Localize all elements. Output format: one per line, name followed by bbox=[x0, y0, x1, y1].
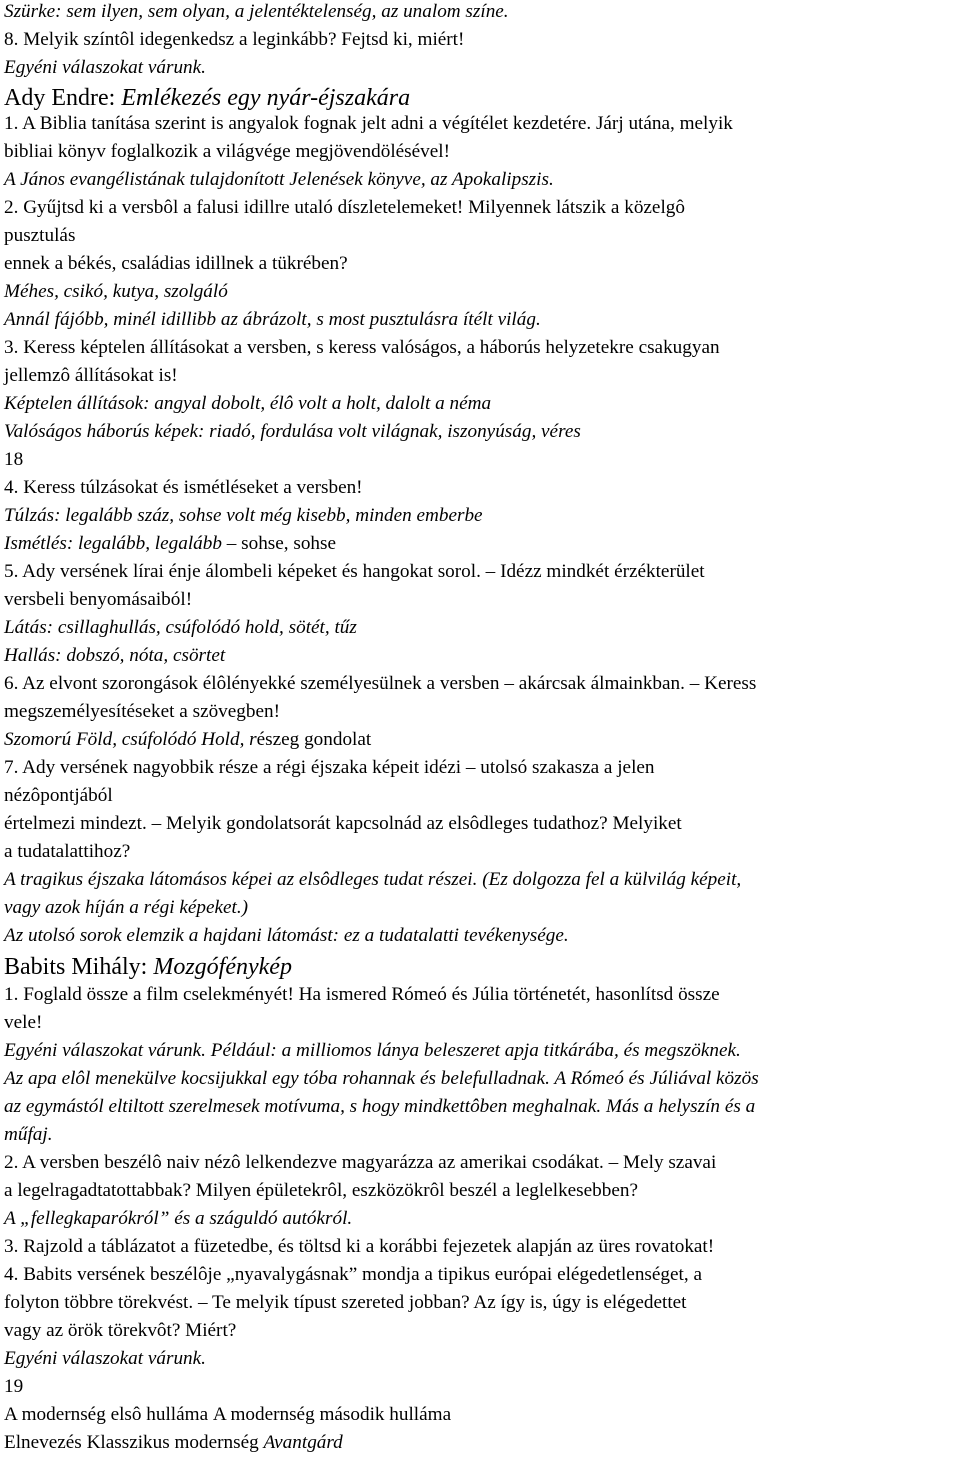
text-line bbox=[4, 0, 509, 24]
text-line bbox=[4, 1095, 755, 1119]
text: 2. A versben beszélô naiv nézô lelkendezve magyarázza az amerikai csodákat. – Mely szavai bbox=[4, 1152, 717, 1173]
text-line bbox=[4, 896, 248, 920]
text: 3. Rajzold a táblázatot a füzetedbe, és töltsd ki a korábbi fejezetek alapján az üres rovatokat! bbox=[4, 1236, 715, 1257]
italic-text: Szomorú Föld, csúfolódó Hold, r bbox=[4, 729, 257, 750]
italic-text: A „fellegkaparókról” és a száguldó autókról. bbox=[4, 1208, 353, 1229]
text-line bbox=[4, 336, 720, 360]
italic-text: Egyéni válaszokat várunk. bbox=[4, 1348, 206, 1369]
italic-text: A János evangélistának tulajdonított Jelenések könyve, az Apokalipszis. bbox=[4, 169, 554, 190]
text-line bbox=[4, 840, 130, 864]
text: A modernség elsô hullámа A modernség második hullámа bbox=[4, 1404, 452, 1425]
text-line bbox=[4, 588, 192, 612]
text-line bbox=[4, 1347, 206, 1371]
italic-text: Ismétlés: legalább, legalább bbox=[4, 533, 222, 554]
text: – sohse, sohse bbox=[221, 533, 337, 554]
text: vagy az örök törekvôt? Miért? bbox=[4, 1320, 237, 1341]
italic-text: vagy azok híján a régi képeket.) bbox=[4, 897, 249, 918]
text: 19 bbox=[4, 1376, 24, 1397]
text-line bbox=[4, 1319, 236, 1343]
text-line bbox=[4, 812, 682, 836]
text: értelmezi mindezt. – Melyik gondolatsorát kapcsolnád az elsôdleges tudathoz? Melyiket bbox=[4, 813, 682, 834]
text-line bbox=[4, 392, 491, 416]
text-line bbox=[4, 56, 206, 80]
italic-text: Méhes, csikó, kutya, szolgáló bbox=[4, 281, 228, 302]
text-line bbox=[4, 1375, 23, 1399]
italic-text: Az utolsó sorok elemzik a hajdani látomást: ez a tudatalatti tevékenysége. bbox=[4, 925, 569, 946]
text: bibliai könyv foglalkozik a világvége megjövendölésével! bbox=[4, 141, 450, 162]
text: vele! bbox=[4, 1012, 43, 1033]
text-line bbox=[4, 252, 348, 276]
text: 8. Melyik színtôl idegenkedsz a leginkább? Fejtsd ki, miért! bbox=[4, 29, 465, 50]
section-heading bbox=[4, 952, 292, 982]
italic-text: Valóságos háborús képek: riadó, fordulása volt világnak, iszonyúság, véres bbox=[4, 421, 581, 442]
text-line bbox=[4, 448, 23, 472]
text: ennek a békés, családias idillnek a tükrében? bbox=[4, 253, 348, 274]
text-line bbox=[4, 168, 554, 192]
text-line bbox=[4, 196, 685, 220]
text-line bbox=[4, 700, 280, 724]
italic-text: Szürke: sem ilyen, sem olyan, a jelentéktelenség, az unalom színe. bbox=[4, 1, 509, 22]
text-line bbox=[4, 28, 464, 52]
text: a tudatalattihoz? bbox=[4, 841, 131, 862]
text: 1. A Biblia tanítása szerint is angyalok fognak jelt adni a végítélet kezdetére. Járj utána, melyik bbox=[4, 113, 733, 134]
text: jellemzô állításokat is! bbox=[4, 365, 178, 386]
text: Elnevezés Klasszikus modernség bbox=[4, 1432, 264, 1453]
italic-text: az egymástól eltiltott szerelmesek motívuma, s hogy mindkettôben meghalnak. Más a helyszín és a bbox=[4, 1096, 756, 1117]
text-line bbox=[4, 1039, 741, 1063]
section-heading bbox=[4, 83, 410, 113]
text: Ady Endre: bbox=[4, 85, 122, 111]
italic-text: Avantgárd bbox=[263, 1432, 343, 1453]
italic-text: Hallás: dobszó, nóta, csörtet bbox=[4, 645, 226, 666]
italic-text: Mozgófénykép bbox=[153, 954, 292, 980]
text: 2. Gyűjtsd ki a versbôl a falusi idillre utaló díszletelemeket! Milyennek látszik a közelgô bbox=[4, 197, 685, 218]
text-line bbox=[4, 728, 371, 752]
text: a legelragadtatottabbak? Milyen épületekrôl, eszközökrôl beszél a leglelkesebben? bbox=[4, 1180, 638, 1201]
text: versbeli benyomásaiból! bbox=[4, 589, 193, 610]
text-line bbox=[4, 532, 336, 556]
italic-text: A tragikus éjszaka látomásos képei az elsôdleges tudat részei. (Ez dolgozza fel a külvilág képeit, bbox=[4, 869, 742, 890]
italic-text: Túlzás: legalább száz, sohse volt még kisebb, minden emberbe bbox=[4, 505, 483, 526]
text: folyton többre törekvést. – Te melyik típust szereted jobban? Az így is, úgy is elégedettet bbox=[4, 1292, 687, 1313]
text-line bbox=[4, 280, 228, 304]
text-line bbox=[4, 924, 569, 948]
text-line bbox=[4, 868, 741, 892]
text-line bbox=[4, 1263, 702, 1287]
text: észeg gondolat bbox=[256, 729, 372, 750]
text: 5. Ady versének lírai énje álombeli képeket és hangokat sorol. – Idézz mindkét érzékterület bbox=[4, 561, 705, 582]
text: 4. Keress túlzásokat és ismétléseket a versben! bbox=[4, 477, 363, 498]
italic-text: Az apa elôl menekülve kocsijukkal egy tóba rohannak és belefulladnak. A Rómeó és Júliával közös bbox=[4, 1068, 759, 1089]
text-line bbox=[4, 504, 483, 528]
text-line bbox=[4, 644, 225, 668]
text-line bbox=[4, 672, 756, 696]
text: 3. Keress képtelen állításokat a versben, s keress valóságos, a háborús helyzetekre csakugyan bbox=[4, 337, 720, 358]
text: Babits Mihály: bbox=[4, 954, 154, 980]
text-line bbox=[4, 364, 178, 388]
text-line bbox=[4, 756, 655, 780]
text-line bbox=[4, 1403, 451, 1427]
text: pusztulás bbox=[4, 225, 76, 246]
italic-text: Látás: csillaghullás, csúfolódó hold, sötét, tűz bbox=[4, 617, 357, 638]
text-line bbox=[4, 420, 581, 444]
text-line bbox=[4, 1207, 352, 1231]
text-line bbox=[4, 560, 705, 584]
text: 6. Az elvont szorongások élôlényekké személyesülnek a versben – akárcsak álmainkban. – Keress bbox=[4, 673, 757, 694]
text: 4. Babits versének beszélôje „nyavalygásnak” mondja a tipikus európai elégedetlenséget, a bbox=[4, 1264, 702, 1285]
text-line bbox=[4, 1151, 716, 1175]
text-line bbox=[4, 476, 363, 500]
italic-text: Képtelen állítások: angyal dobolt, élô volt a holt, dalolt a néma bbox=[4, 393, 492, 414]
text-line bbox=[4, 224, 75, 248]
text: 7. Ady versének nagyobbik része a régi éjszaka képeit idézi – utolsó szakasza a jelen bbox=[4, 757, 655, 778]
italic-text: műfaj. bbox=[4, 1124, 53, 1145]
italic-text: Annál fájóbb, minél idillibb az ábrázolt, s most pusztulásra ítélt világ. bbox=[4, 309, 541, 330]
text: 18 bbox=[4, 449, 24, 470]
text: 1. Foglald össze a film cselekményét! Ha ismered Rómeó és Júlia történetét, hasonlítsd össze bbox=[4, 984, 720, 1005]
text-line bbox=[4, 140, 450, 164]
text-line bbox=[4, 1179, 638, 1203]
italic-text: Emlékezés egy nyár-éjszakára bbox=[121, 85, 411, 111]
text: nézôpontjából bbox=[4, 785, 113, 806]
text: megszemélyesítéseket a szövegben! bbox=[4, 701, 280, 722]
italic-text: Egyéni válaszokat várunk. bbox=[4, 57, 206, 78]
text-line bbox=[4, 1291, 687, 1315]
text-line bbox=[4, 983, 720, 1007]
text-line bbox=[4, 1431, 343, 1455]
text-line bbox=[4, 784, 113, 808]
text-line bbox=[4, 112, 733, 136]
text-line bbox=[4, 1235, 714, 1259]
italic-text: Egyéni válaszokat várunk. Például: a milliomos lánya beleszeret apja titkárába, és megszöknek. bbox=[4, 1040, 741, 1061]
text-line bbox=[4, 1011, 42, 1035]
text-line bbox=[4, 1123, 53, 1147]
text-line bbox=[4, 1067, 759, 1091]
text-line bbox=[4, 308, 541, 332]
text-line bbox=[4, 616, 357, 640]
